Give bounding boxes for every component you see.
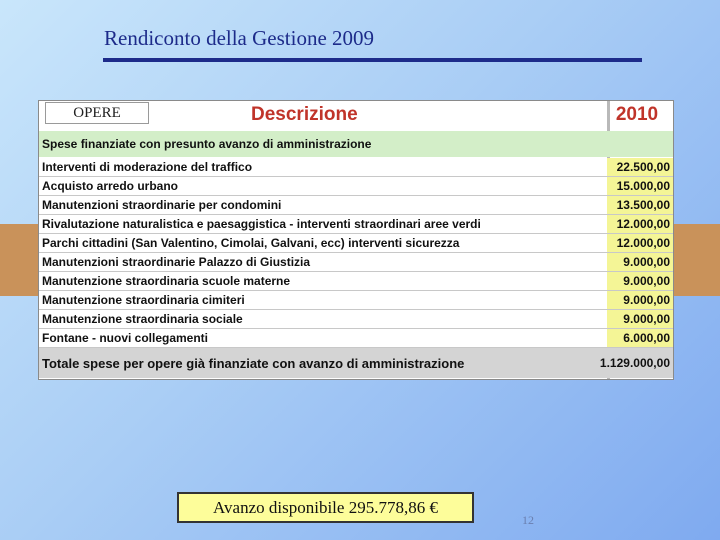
section-label: Spese finanziate con presunto avanzo di amministrazione <box>42 137 372 151</box>
row-value: 9.000,00 <box>607 310 673 328</box>
row-description: Manutenzione straordinaria scuole materne <box>42 274 291 288</box>
row-value: 9.000,00 <box>607 291 673 309</box>
opere-table <box>38 100 674 380</box>
row-description: Fontane - nuovi collegamenti <box>42 331 209 345</box>
row-description: Interventi di moderazione del traffico <box>42 160 253 174</box>
total-value: 1.129.000,00 <box>607 348 673 378</box>
opere-tag: OPERE <box>45 102 149 124</box>
page-number: 12 <box>522 513 534 527</box>
table-row <box>39 272 673 291</box>
table-row <box>39 329 673 348</box>
total-label: Totale spese per opere già finanziate con avanzo di amministrazione <box>42 355 465 371</box>
table-row <box>39 215 673 234</box>
table-row <box>39 196 673 215</box>
row-value: 9.000,00 <box>607 253 673 271</box>
row-description: Acquisto arredo urbano <box>42 179 179 193</box>
row-value: 9.000,00 <box>607 272 673 290</box>
row-description: Manutenzione straordinaria cimiteri <box>42 293 245 307</box>
header-description: Descrizione <box>251 104 358 125</box>
row-value: 22.500,00 <box>607 158 673 176</box>
row-value: 12.000,00 <box>607 215 673 233</box>
row-value: 12.000,00 <box>607 234 673 252</box>
avanzo-box: Avanzo disponibile 295.778,86 € <box>177 492 474 523</box>
slide-title: Rendiconto della Gestione 2009 <box>104 26 375 50</box>
row-description: Manutenzioni straordinarie Palazzo di Giustizia <box>42 255 311 269</box>
table-row <box>39 291 673 310</box>
row-description: Rivalutazione naturalistica e paesaggistica - interventi straordinari aree verdi <box>42 217 481 231</box>
row-description: Manutenzioni straordinarie per condomini <box>42 198 282 212</box>
section-value-cell <box>607 131 673 157</box>
row-value: 6.000,00 <box>607 329 673 347</box>
table-row <box>39 158 673 177</box>
table-row <box>39 177 673 196</box>
row-description: Manutenzione straordinaria sociale <box>42 312 243 326</box>
row-value: 13.500,00 <box>607 196 673 214</box>
header-year: 2010 <box>615 104 659 125</box>
left-decor-band <box>0 224 38 296</box>
title-underline <box>103 58 642 62</box>
row-value: 15.000,00 <box>607 177 673 195</box>
row-description: Parchi cittadini (San Valentino, Cimolai, Galvani, ecc) interventi sicurezza <box>42 236 460 250</box>
total-row <box>39 348 673 378</box>
right-decor-band <box>674 224 720 296</box>
table-row <box>39 253 673 272</box>
section-row <box>39 131 673 157</box>
table-row <box>39 234 673 253</box>
table-row <box>39 310 673 329</box>
